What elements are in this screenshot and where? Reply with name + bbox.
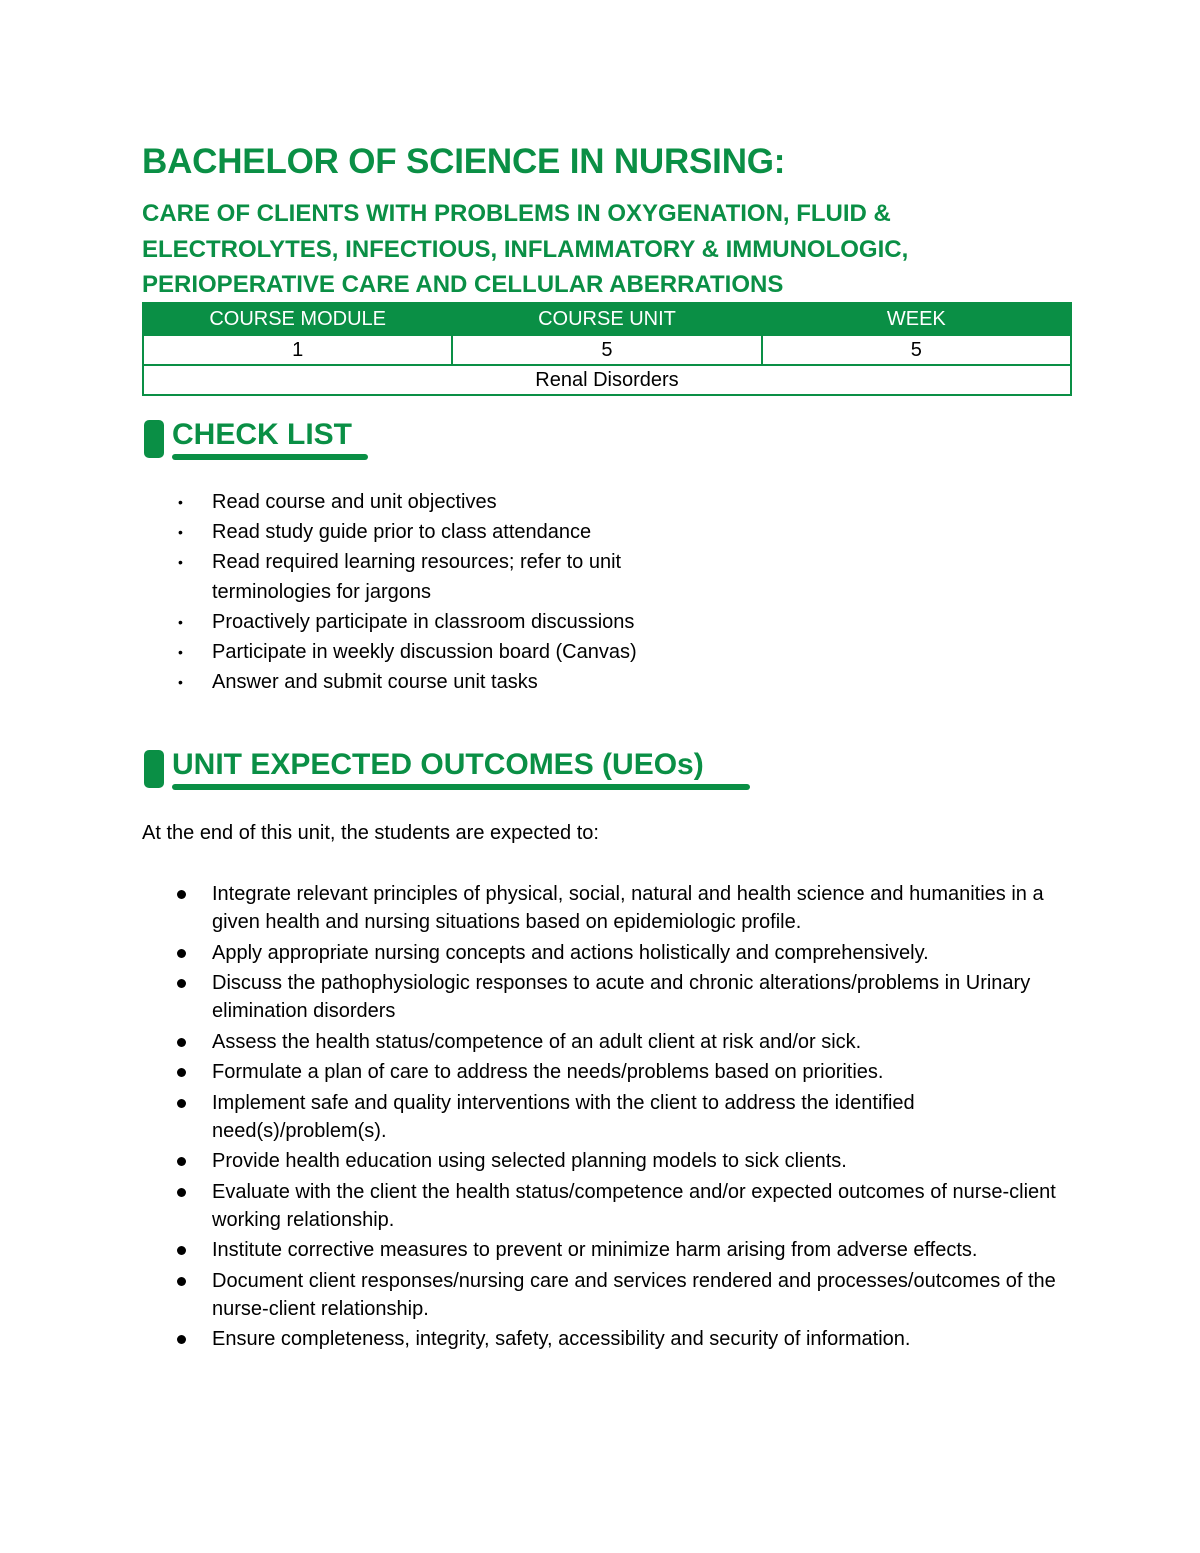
bullet-dot-icon: [177, 1277, 186, 1286]
bullet-dot-icon: [177, 1157, 186, 1166]
heading-underline: [172, 784, 750, 790]
list-item: Document client responses/nursing care and services rendered and processes/outcomes of the nurse-client relationship.: [142, 1267, 1072, 1323]
bullet-icon: •: [178, 494, 183, 510]
column-course-module: COURSE MODULE: [143, 303, 452, 335]
list-item: Apply appropriate nursing concepts and actions holistically and comprehensively.: [142, 939, 1072, 967]
document-title: BACHELOR OF SCIENCE IN NURSING:: [142, 142, 786, 181]
week-value: 5: [762, 335, 1071, 365]
list-item: Discuss the pathophysiologic responses to acute and chronic alterations/problems in Urinary elimination disorders: [142, 969, 1072, 1025]
bullet-dot-icon: [177, 1188, 186, 1197]
course-unit-value: 5: [452, 335, 761, 365]
course-info-table: [142, 302, 1072, 396]
course-module-value: 1: [143, 335, 452, 365]
checklist-heading: [142, 418, 382, 458]
outcomes-list: [142, 880, 1072, 1356]
list-item: • Read required learning resources; refer to unit terminologies for jargons: [142, 547, 674, 607]
table-row: [143, 365, 1071, 395]
column-week: WEEK: [762, 303, 1071, 335]
table-header-row: [143, 303, 1071, 335]
list-item: Formulate a plan of care to address the needs/problems based on priorities.: [142, 1058, 1072, 1086]
course-subtitle: CARE OF CLIENTS WITH PROBLEMS IN OXYGENATION, FLUID & ELECTROLYTES, INFECTIOUS, INFLAMMATORY & IMMUNOLOGIC, PERIOPERATIVE CARE AND CELLULAR ABERRATIONS: [142, 200, 909, 298]
bullet-icon: •: [178, 674, 183, 690]
table-row: [143, 335, 1071, 365]
list-item: • Read study guide prior to class attendance: [142, 517, 742, 547]
list-item: Assess the health status/competence of an adult client at risk and/or sick.: [142, 1028, 1072, 1056]
heading-underline: [172, 454, 368, 460]
bullet-dot-icon: [177, 1335, 186, 1344]
bullet-dot-icon: [177, 1099, 186, 1108]
list-item: • Proactively participate in classroom discussions: [142, 607, 742, 637]
bullet-dot-icon: [177, 1246, 186, 1255]
list-item: Ensure completeness, integrity, safety, accessibility and security of information.: [142, 1325, 1072, 1353]
bullet-icon: •: [178, 644, 183, 660]
bullet-icon: •: [178, 524, 183, 540]
unit-topic: Renal Disorders: [143, 365, 1071, 395]
outcomes-heading: [142, 748, 762, 788]
outcomes-heading-text: UNIT EXPECTED OUTCOMES (UEOs): [172, 748, 704, 781]
checklist: [142, 487, 742, 697]
bullet-dot-icon: [177, 949, 186, 958]
list-item: Implement safe and quality interventions with the client to address the identified need(s)/problem(s).: [142, 1089, 1072, 1145]
bullet-icon: •: [178, 614, 183, 630]
bullet-icon: •: [178, 554, 183, 570]
list-item: Institute corrective measures to prevent or minimize harm arising from adverse effects.: [142, 1236, 1072, 1264]
column-course-unit: COURSE UNIT: [452, 303, 761, 335]
list-item: • Answer and submit course unit tasks: [142, 667, 742, 697]
list-item: Provide health education using selected planning models to sick clients.: [142, 1147, 1072, 1175]
list-item: • Read course and unit objectives: [142, 487, 742, 517]
heading-accent-bar: [144, 750, 164, 788]
outcomes-intro: At the end of this unit, the students are expected to:: [142, 822, 599, 844]
bullet-dot-icon: [177, 1038, 186, 1047]
bullet-dot-icon: [177, 979, 186, 988]
list-item: • Participate in weekly discussion board (Canvas): [142, 637, 742, 667]
checklist-heading-text: CHECK LIST: [172, 418, 352, 451]
list-item: Evaluate with the client the health status/competence and/or expected outcomes of nurse-client working relationship.: [142, 1178, 1072, 1234]
heading-accent-bar: [144, 420, 164, 458]
list-item: Integrate relevant principles of physical, social, natural and health science and humanities in a given health and nursing situations based on epidemiologic profile.: [142, 880, 1072, 936]
bullet-dot-icon: [177, 1068, 186, 1077]
bullet-dot-icon: [177, 890, 186, 899]
